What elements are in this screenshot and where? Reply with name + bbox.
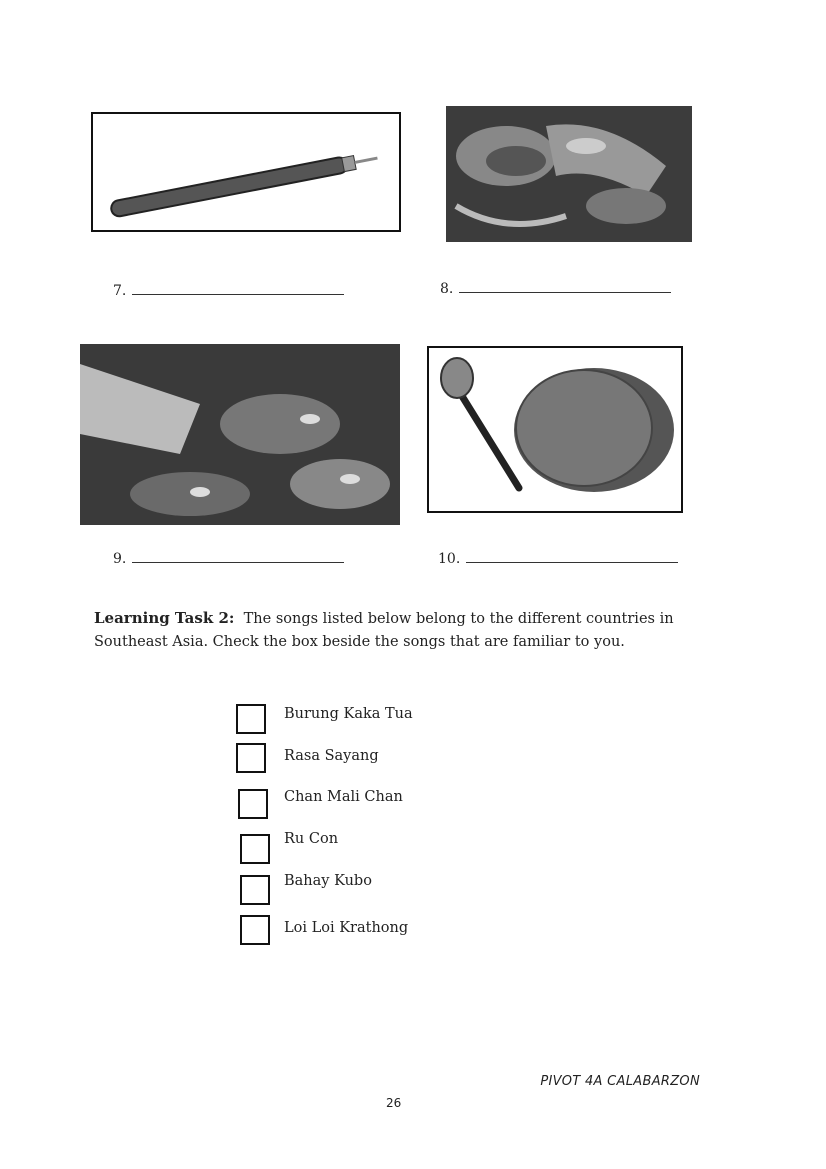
answer-blank[interactable] <box>466 550 678 563</box>
bamboo-flute-image <box>91 112 401 232</box>
item-9-answer[interactable] <box>113 550 344 567</box>
item-10-answer[interactable] <box>438 550 678 567</box>
song-checkbox[interactable] <box>236 704 266 734</box>
item-number: 8. <box>440 281 454 297</box>
song-checkbox[interactable] <box>236 743 266 773</box>
item-8-answer[interactable] <box>440 280 671 297</box>
song-label: Ru Con <box>284 831 339 847</box>
gong-and-mallet-image <box>427 346 683 513</box>
item-number: 10. <box>438 551 461 567</box>
item-number: 7. <box>113 283 127 299</box>
footer-brand: PIVOT 4A CALABARZON <box>540 1074 700 1089</box>
song-checkbox[interactable] <box>240 915 270 945</box>
song-label: Loi Loi Krathong <box>284 920 409 936</box>
page-number: 26 <box>386 1096 402 1110</box>
gong-set-image <box>80 344 400 525</box>
answer-blank[interactable] <box>459 280 671 293</box>
task-instructions: The songs listed below belong to the different countries in Southeast Asia. Check the box beside the songs that are familiar to you. <box>94 611 674 650</box>
item-7-answer[interactable] <box>113 282 344 299</box>
song-checkbox[interactable] <box>238 789 268 819</box>
task-title: Learning Task 2: <box>94 609 235 627</box>
answer-blank[interactable] <box>132 282 344 295</box>
song-label: Chan Mali Chan <box>284 789 403 805</box>
song-label: Bahay Kubo <box>284 873 372 889</box>
song-label: Burung Kaka Tua <box>284 706 413 722</box>
answer-blank[interactable] <box>132 550 344 563</box>
song-checkbox[interactable] <box>240 834 270 864</box>
gong-ensemble-image <box>446 106 692 242</box>
item-number: 9. <box>113 551 127 567</box>
song-checkbox[interactable] <box>240 875 270 905</box>
learning-task-2 <box>94 607 734 654</box>
song-label: Rasa Sayang <box>284 748 379 764</box>
